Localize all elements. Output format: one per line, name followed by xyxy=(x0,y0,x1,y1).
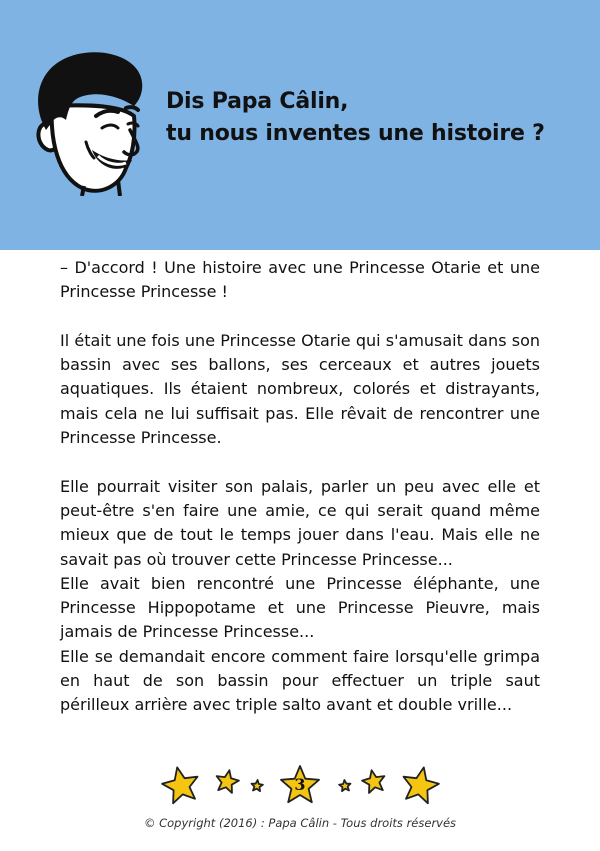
header-banner xyxy=(0,0,600,250)
star-icon xyxy=(162,767,197,803)
star-icon xyxy=(252,780,263,791)
paragraph: – D'accord ! Une histoire avec une Princesse Otarie et une Princesse Princesse ! xyxy=(60,258,540,302)
star-icon xyxy=(217,770,239,793)
title-line-2: tu nous inventes une histoire ? xyxy=(166,121,545,146)
star-icon xyxy=(339,780,350,791)
story-text xyxy=(60,256,540,718)
paragraph: Elle se demandait encore comment faire lorsqu'elle grimpa en haut de son bassin pour effectuer un triple saut périlleux arrière avec triple salto avant et double vrille... xyxy=(60,646,540,715)
title-line-1: Dis Papa Câlin, xyxy=(166,89,349,114)
paragraph: Il était une fois une Princesse Otarie qui s'amusait dans son bassin avec ses ballons, ses cerceaux et autres jouets aquatiques. Ils étaient nombreux, colorés et distrayants, mais cela ne lui suffisait pas. Elle rêvait de rencontrer une Princesse Princesse. xyxy=(60,330,540,448)
star-icon xyxy=(404,767,439,803)
paragraph: Elle pourrait visiter son palais, parler un peu avec elle et peut-être s'en faire une amie, ce qui serait quand même mieux que de tout le temps jouer dans l'eau. Mais elle ne savait pas où trouver cette Princesse Princesse... xyxy=(60,476,540,569)
page-number: 3 xyxy=(294,775,306,794)
paragraph: Elle avait bien rencontré une Princesse éléphante, une Princesse Hippopotame et une Princesse Pieuvre, mais jamais de Princesse Princesse... xyxy=(60,573,540,642)
copyright-notice: © Copyright (2016) : Papa Câlin - Tous droits réservés xyxy=(143,816,457,830)
star-icon xyxy=(362,770,384,793)
papa-calin-avatar-icon xyxy=(22,46,162,196)
page-title xyxy=(166,86,545,150)
